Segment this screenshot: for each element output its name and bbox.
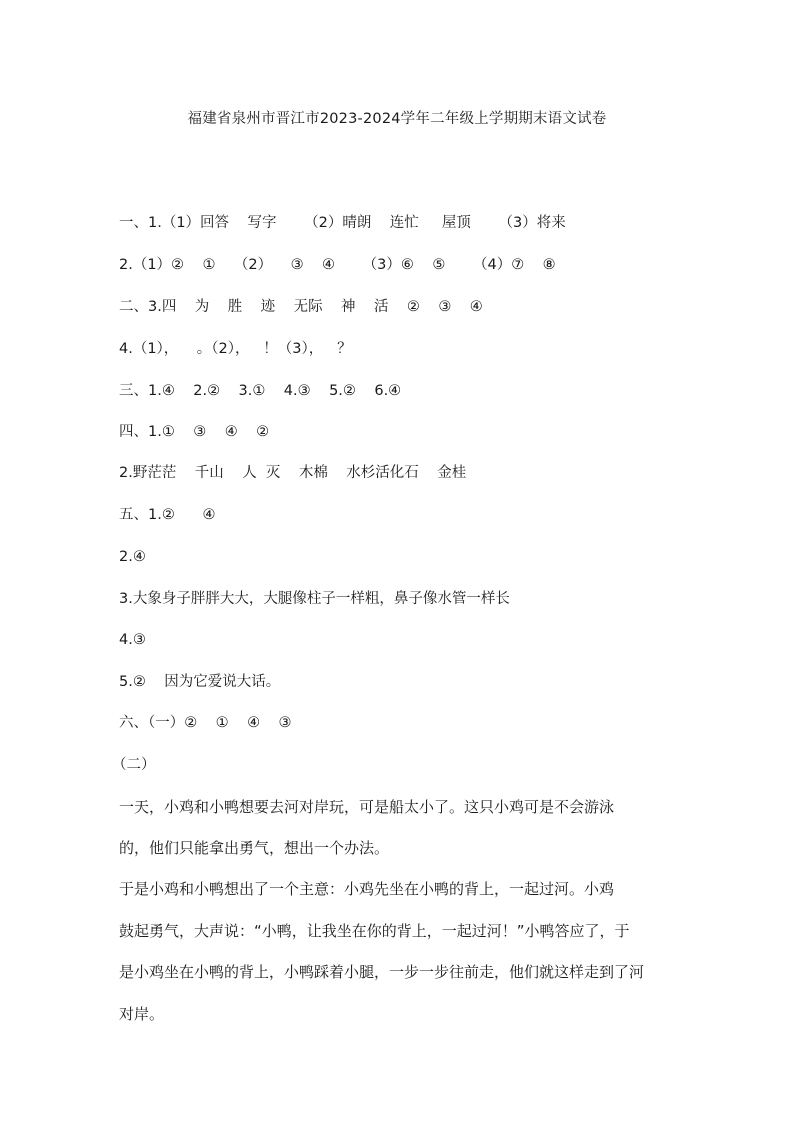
story-line-5: 是小鸡坐在小鸭的背上，小鸭踩着小腿，一步一步往前走，他们就这样走到了河 [119,963,645,981]
answer-line-12: 5.② 因为它爱说大话。 [119,674,281,690]
story-line-6: 对岸。 [119,1005,165,1023]
answer-line-3: 二、3.四 为 胜 迹 无际 神 活 ② ③ ④ [119,299,483,315]
answer-line-13: 六、（一）② ① ④ ③ [119,715,292,731]
document-title: 福建省泉州市晋江市2023-2024学年二年级上学期期末语文试卷 [187,111,607,127]
answer-line-10: 3.大象身子胖胖大大，大腿像柱子一样粗，鼻子像水管一样长 [119,591,510,607]
story-line-1: 一天，小鸡和小鸭想要去河对岸玩，可是船太小了。这只小鸡可是不会游泳 [119,798,615,816]
answer-line-11: 4.③ [119,632,146,648]
answer-line-1: 一、1.（1）回答 写字 （2）晴朗 连忙 屋顶 （3）将来 [119,215,566,231]
answer-line-7: 2.野茫茫 千山 人 灭 木棉 水杉活化石 金桂 [119,465,467,481]
story-line-4: 鼓起勇气，大声说：“小鸭，让我坐在你的背上，一起过河！”小鸭答应了，于 [119,922,630,940]
story-line-2: 的，他们只能拿出勇气，想出一个办法。 [119,839,390,857]
answer-line-2: 2.（1）② ① （2） ③ ④ （3）⑥ ⑤ （4）⑦ ⑧ [119,257,556,273]
answer-line-14: （二） [112,757,156,773]
story-line-3: 于是小鸡和小鸭想出了一个主意：小鸡先坐在小鸭的背上，一起过河。小鸡 [119,880,615,898]
answer-line-5: 三、1.④ 2.② 3.① 4.③ 5.② 6.④ [119,383,402,399]
answer-line-6: 四、1.① ③ ④ ② [119,424,270,440]
answer-line-8: 五、1.② ④ [119,507,216,523]
answer-line-4: 4.（1）， 。（2）， ！（3）， ？ [119,341,352,357]
answer-line-9: 2.④ [119,549,146,565]
